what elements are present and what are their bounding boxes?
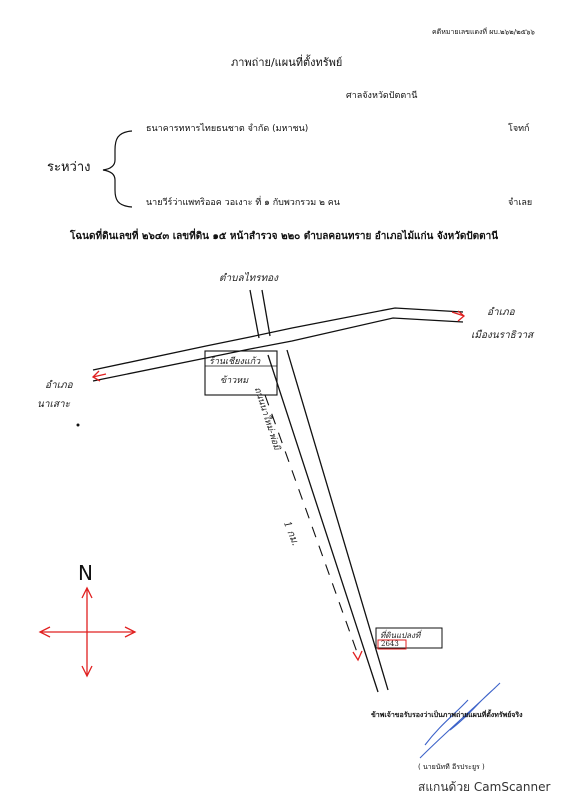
between-label: ระหว่าง (47, 160, 91, 175)
label-right-amphoe: อำเภอ (487, 307, 515, 318)
label-left-amphoe: อำเภอ (45, 380, 73, 391)
main-road-lower-edge (93, 318, 463, 381)
defendant-name: นายวีร์ว่าแพทริออค วอเงาะ ที่ ๑ กับพวกรวม ๒ คน (146, 198, 340, 208)
signer-name: ( นายนัทที อีรประยูร ) (418, 763, 485, 771)
north-road-left-edge (250, 290, 259, 338)
label-left-nasao: นาเสาะ (37, 399, 70, 410)
south-road-right-edge (287, 350, 388, 690)
plot-label: ที่ดินแปลงที่ (380, 631, 421, 640)
court-name: ศาลจังหวัดปัตตานี (346, 91, 418, 101)
shop-sub: ข้าวหม (220, 376, 249, 386)
plaintiff-role: โจทก์ (508, 124, 530, 134)
compass (40, 588, 135, 676)
north-label: N (78, 561, 93, 585)
road-side-label: ถนนนาใหม่-พ่อมิ (251, 385, 282, 452)
arrow-distance-end (353, 651, 362, 660)
plaintiff-name: ธนาคารทหารไทยธนชาต จำกัด (มหาชน) (146, 124, 309, 134)
case-number: คดีหมายเลขแดงที่ ผบ.๒๖๒/๒๕๖๖ (432, 28, 535, 36)
certification-text: ข้าพเจ้าขอรับรองว่าเป็นภาพถ่ายแผนที่ตั้งทรัพย์จริง (371, 711, 523, 719)
main-road-upper-edge (93, 308, 463, 370)
deed-line: โฉนดที่ดินเลขที่ ๒๖๔๓ เลขที่ดิน ๑๕ หน้าสำรวจ ๒๒๐ ตำบลคอนทราย อำเภอไม้แก่น จังหวัดปัตตานี (70, 231, 499, 242)
stray-dot (77, 424, 80, 427)
plot-number: 2643 (381, 640, 399, 648)
north-road-right-edge (262, 290, 270, 336)
defendant-role: จำเลย (508, 198, 533, 208)
shop-name: ร้านเชียงแก้ว (209, 357, 261, 367)
document-title: ภาพถ่าย/แผนที่ตั้งทรัพย์ (231, 56, 343, 69)
label-sai-thong: ตำบลไทรทอง (219, 273, 279, 284)
party-brace (103, 131, 132, 207)
distance-label: 1 กม. (280, 519, 301, 548)
label-right-narathiwat: เมืองนราธิวาส (471, 330, 534, 341)
camscanner-watermark: สแกนด้วย CamScanner (418, 780, 551, 794)
